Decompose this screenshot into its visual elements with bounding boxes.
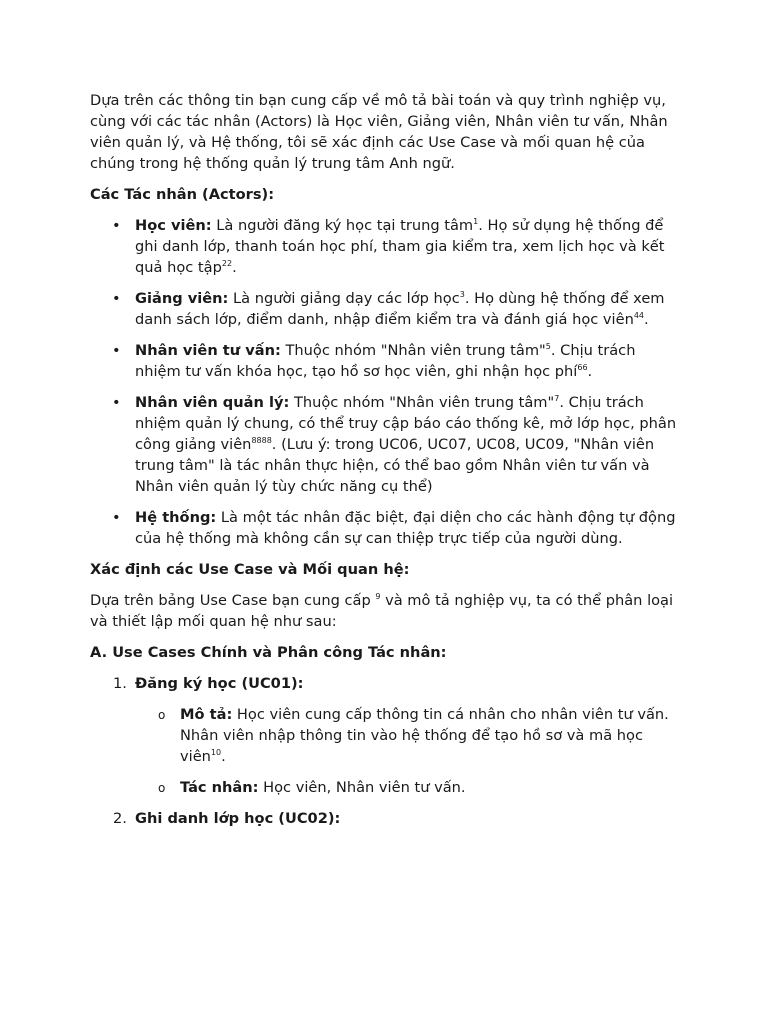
actor-text: Là người đăng ký học tại trung tâm [211, 217, 474, 234]
use-case-number: 2. [113, 810, 127, 827]
usecase-intro-text: Dựa trên bảng Use Case bạn cung cấp [90, 592, 376, 609]
detail-label: Mô tả: [180, 706, 233, 723]
detail-text: Học viên, Nhân viên tư vấn. [258, 779, 466, 796]
footnote-ref[interactable]: 5 [545, 342, 551, 351]
actors-heading: Các Tác nhân (Actors): [90, 186, 275, 203]
use-case-details [135, 704, 685, 798]
footnote-ref[interactable]: 10 [210, 748, 222, 757]
actor-text: . Họ sử dụng hệ thống để ghi danh lớp, thanh toán học phí, tham gia kiểm tra, xem lịch học và kết quả học tập [135, 217, 665, 276]
detail-text: . [221, 748, 226, 765]
actor-text: . Chịu trách nhiệm tư vấn khóa học, tạo hồ sơ học viên, ghi nhận học phí [135, 342, 636, 380]
footnote-ref[interactable]: 66 [577, 363, 588, 372]
usecase-heading: Xác định các Use Case và Mối quan hệ: [90, 561, 410, 578]
detail-text: Học viên cung cấp thông tin cá nhân cho nhân viên tư vấn. Nhân viên nhập thông tin vào hệ thống để tạo hồ sơ và mã học viên [180, 706, 669, 765]
actor-text: . Họ dùng hệ thống để xem danh sách lớp, điểm danh, nhập điểm kiểm tra và đánh giá học viên [135, 290, 665, 328]
usecase-intro [90, 590, 685, 632]
footnote-ref[interactable]: 3 [459, 290, 465, 299]
footnote-ref[interactable]: 8888 [251, 436, 272, 445]
intro-paragraph: Dựa trên các thông tin bạn cung cấp về mô tả bài toán và quy trình nghiệp vụ, cùng với các tác nhân (Actors) là Học viên, Giảng viên, Nhân viên tư vấn, Nhân viên quản lý, và Hệ thống, tôi sẽ xác định các Use Case và mối quan hệ của chúng trong hệ thống quản lý trung tâm Anh ngữ. [90, 92, 668, 172]
use-case-list [90, 673, 685, 829]
actor-text: . Chịu trách nhiệm quản lý chung, có thể truy cập báo cáo thống kê, mở lớp học, phân công giảng viên [135, 394, 677, 453]
actor-item-nhan-vien-tu-van [90, 340, 685, 382]
actors-list [90, 215, 685, 549]
actor-name: Giảng viên: [135, 290, 229, 307]
use-case-item [90, 673, 685, 798]
detail-label: Tác nhân: [180, 779, 259, 796]
actor-text: Là một tác nhân đặc biệt, đại diện cho các hành động tự động của hệ thống mà không cần sự can thiệp trực tiếp của người dùng. [135, 509, 676, 547]
use-case-detail [135, 777, 685, 798]
footnote-ref[interactable]: 22 [221, 259, 233, 268]
actor-name: Hệ thống: [135, 509, 217, 526]
use-case-item [90, 808, 685, 829]
actor-item-he-thong [90, 507, 685, 549]
use-case-title: Ghi danh lớp học (UC02): [135, 810, 341, 827]
footnote-ref[interactable]: 9 [375, 592, 381, 601]
actor-item-nhan-vien-quan-ly [90, 392, 685, 497]
section-a-heading: A. Use Cases Chính và Phân công Tác nhân: [90, 644, 447, 661]
usecase-intro-text: và mô tả nghiệp vụ, ta có thể phân loại và thiết lập mối quan hệ như sau: [90, 592, 674, 630]
actor-text: . [644, 311, 649, 328]
actor-text: Là người giảng dạy các lớp học [228, 290, 460, 307]
document-page [90, 90, 685, 839]
footnote-ref[interactable]: 44 [633, 311, 645, 320]
use-case-number: 1. [113, 675, 127, 692]
actor-text: . (Lưu ý: trong UC06, UC07, UC08, UC09, "Nhân viên trung tâm" là tác nhân thực hiện, có thể bao gồm Nhân viên tư vấn và Nhân viên quản lý tùy chức năng cụ thể) [135, 436, 655, 495]
actor-name: Nhân viên tư vấn: [135, 342, 281, 359]
actor-name: Nhân viên quản lý: [135, 394, 290, 411]
actor-text: Thuộc nhóm "Nhân viên trung tâm" [280, 342, 546, 359]
actor-name: Học viên: [135, 217, 212, 234]
actor-text: . [587, 363, 593, 380]
use-case-detail [135, 704, 685, 767]
use-case-title: Đăng ký học (UC01): [135, 675, 304, 692]
actor-text: Thuộc nhóm "Nhân viên trung tâm" [289, 394, 555, 411]
footnote-ref[interactable]: 1 [473, 217, 479, 226]
footnote-ref[interactable]: 7 [554, 394, 560, 403]
actor-item-giang-vien [90, 288, 685, 330]
actor-text: . [232, 259, 237, 276]
actor-item-hoc-vien [90, 215, 685, 278]
